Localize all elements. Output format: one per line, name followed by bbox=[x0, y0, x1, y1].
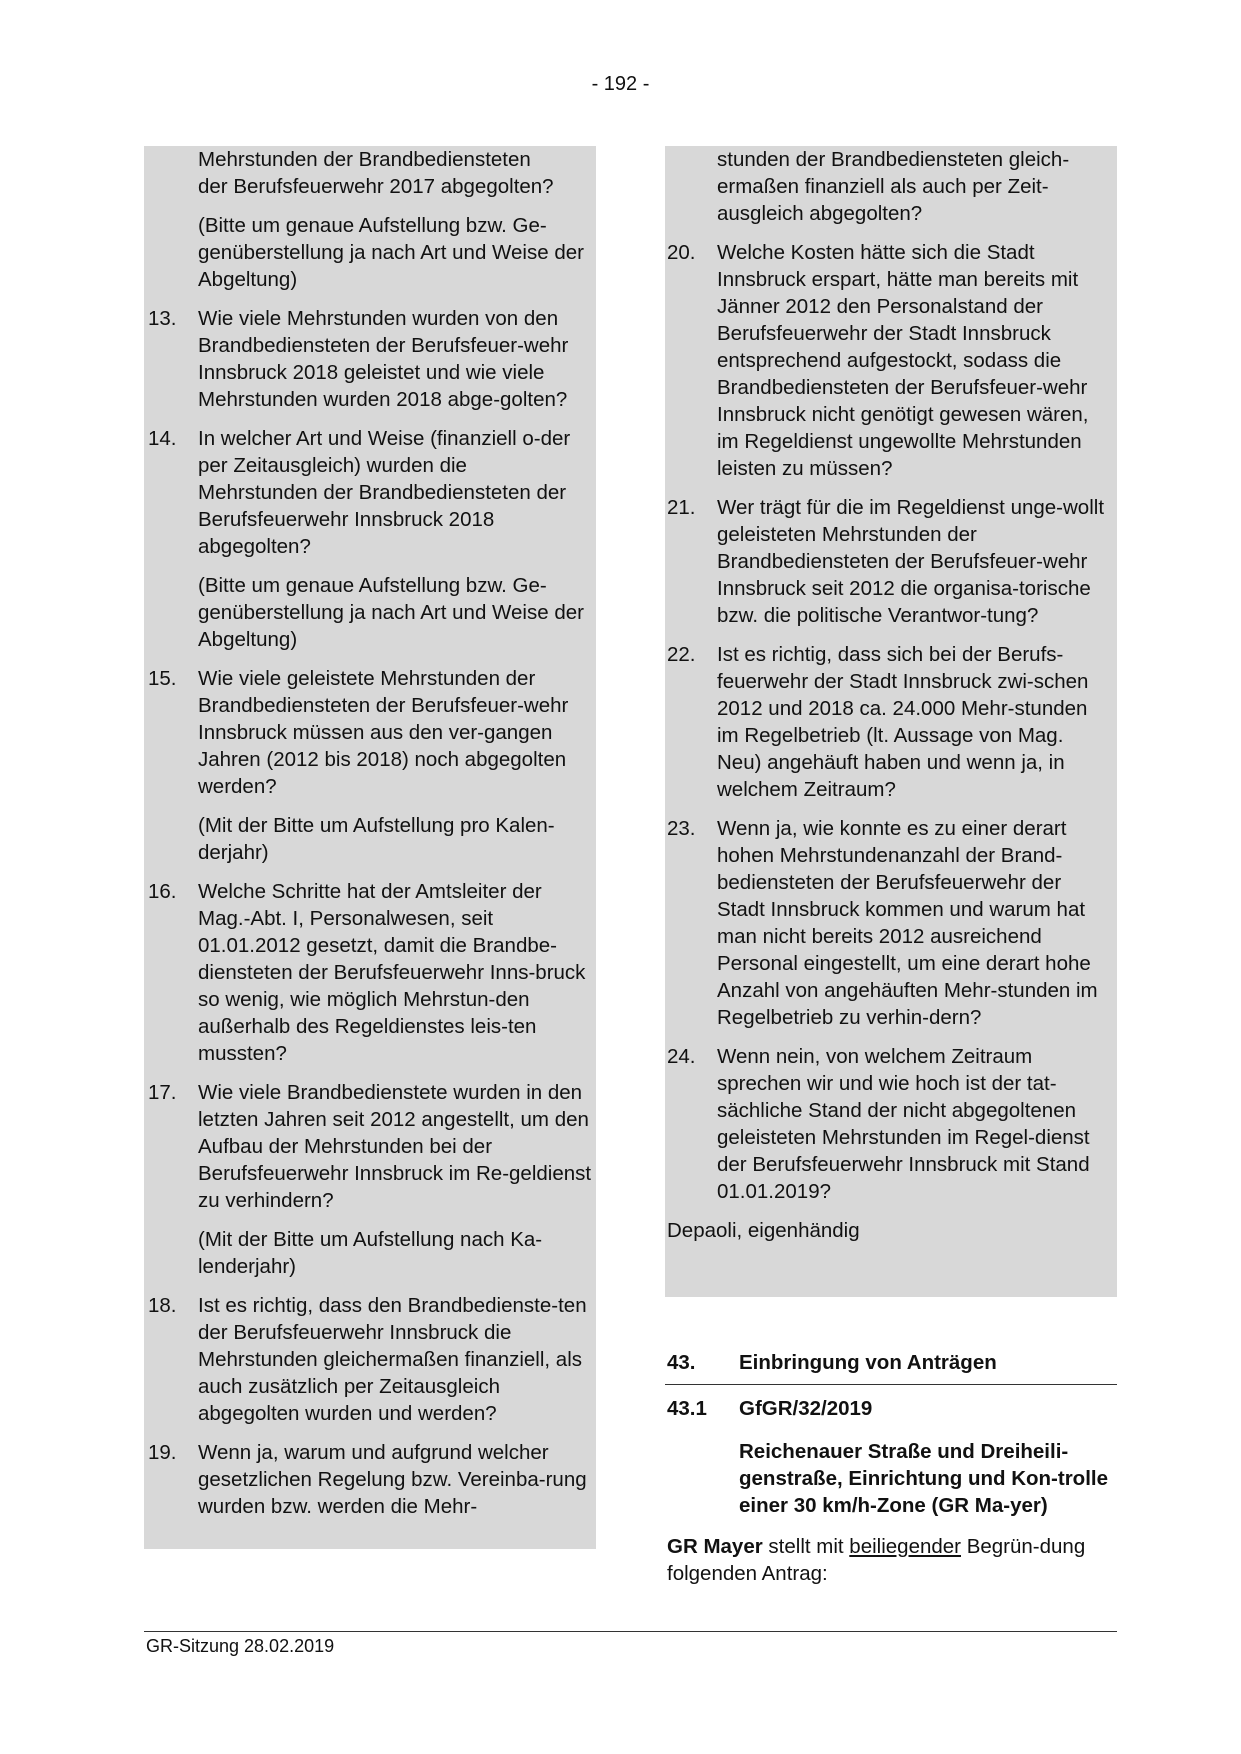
item-text: Wenn ja, warum und aufgrund welcher gesetzlichen Regelung bzw. Vereinba-rung wurden bzw. werden die Mehr- bbox=[198, 1441, 587, 1518]
subsection-heading bbox=[665, 1395, 1117, 1422]
item-text: Welche Schritte hat der Amtsleiter der Mag.-Abt. I, Personalwesen, seit 01.01.2012 gesetzt, damit die Brandbe-diensteten der Berufsfeuerwehr Inns-bruck so wenig, wie möglich Mehrstun-den außerhalb des Regeldienstes leis-ten mussten? bbox=[198, 880, 586, 1065]
item-text: Wie viele Mehrstunden wurden von den Brandbediensteten der Berufsfeuer-wehr Innsbruck 2018 geleistet und wie viele Mehrstunden wurden 2018 abge-golten? bbox=[198, 307, 569, 411]
intro-text: stellt mit bbox=[762, 1535, 850, 1558]
motion-intro bbox=[665, 1533, 1117, 1587]
item-number: 18. bbox=[148, 1294, 177, 1317]
right-shaded-block bbox=[665, 146, 1117, 1297]
item-note: (Bitte um genaue Aufstellung bzw. Ge-genüberstellung ja nach Art und Weise der Abgeltung) bbox=[198, 574, 584, 651]
left-shaded-block bbox=[144, 146, 596, 1549]
signature-line: Depaoli, eigenhändig bbox=[667, 1219, 860, 1242]
list-item bbox=[148, 878, 592, 1067]
item-number: 16. bbox=[148, 880, 177, 903]
list-item bbox=[148, 305, 592, 413]
councillor-name: GR Mayer bbox=[667, 1535, 763, 1558]
item-text: Ist es richtig, dass den Brandbedienste-ten der Berufsfeuerwehr Innsbruck die Mehrstunden gleichermaßen finanziell, als auch zusätzlich per Zeitausgleich abgegolten wurden und werden? bbox=[198, 1294, 587, 1425]
item-text: Ist es richtig, dass sich bei der Berufs-feuerwehr der Stadt Innsbruck zwi-schen 2012 und 2018 ca. 24.000 Mehr-stunden im Regelbetrieb (lt. Aussage von Mag. Neu) angehäuft haben und wenn ja, in welchem Zeitraum? bbox=[717, 643, 1089, 801]
item-number: 24. bbox=[667, 1045, 696, 1068]
item-number: 17. bbox=[148, 1081, 177, 1104]
list-item bbox=[667, 641, 1111, 803]
list-item bbox=[148, 1439, 592, 1520]
item-number: 22. bbox=[667, 643, 696, 666]
item-number: 20. bbox=[667, 241, 696, 264]
list-item bbox=[667, 1043, 1111, 1205]
item-text: Wer trägt für die im Regeldienst unge-wollt geleisteten Mehrstunden der Brandbediensteten der Berufsfeuer-wehr Innsbruck seit 2012 die organisa-torische bzw. die politische Verantwor-tung? bbox=[717, 496, 1105, 627]
item-number: 19. bbox=[148, 1441, 177, 1464]
list-item bbox=[667, 239, 1111, 482]
list-item bbox=[667, 815, 1111, 1031]
continuation-note: (Bitte um genaue Aufstellung bzw. Ge-genüberstellung ja nach Art und Weise der Abgeltung) bbox=[198, 214, 584, 291]
right-column bbox=[665, 146, 1117, 1587]
list-item bbox=[148, 665, 592, 800]
motion-title: Reichenauer Straße und Dreiheili-genstraße, Einrichtung und Kon-trolle einer 30 km/h-Zone (GR Ma-yer) bbox=[739, 1440, 1108, 1517]
section-title: Einbringung von Anträgen bbox=[739, 1351, 997, 1374]
item-number: 13. bbox=[148, 307, 177, 330]
section-heading bbox=[665, 1349, 1117, 1385]
item-text: Wie viele geleistete Mehrstunden der Brandbediensteten der Berufsfeuer-wehr Innsbruck müssen aus den ver-gangen Jahren (2012 bis 2018) noch abgegolten werden? bbox=[198, 667, 569, 798]
item-text: Wenn nein, von welchem Zeitraum sprechen wir und wie hoch ist der tat-sächliche Stand der nicht abgegoltenen geleisteten Mehrstunden im Regel-dienst der Berufsfeuerwehr Innsbruck mit Stand 01.01.2019? bbox=[717, 1045, 1090, 1203]
continuation-text: stunden der Brandbediensteten gleich-ermaßen finanziell als auch per Zeit-ausgleich abgegolten? bbox=[717, 148, 1070, 225]
list-item bbox=[667, 494, 1111, 629]
item-note: (Mit der Bitte um Aufstellung pro Kalen-derjahr) bbox=[198, 814, 555, 864]
item-text: In welcher Art und Weise (finanziell o-der per Zeitausgleich) wurden die Mehrstunden der Brandbediensteten der Berufsfeuerwehr Innsbruck 2018 abgegolten? bbox=[198, 427, 571, 558]
subsection-number: 43.1 bbox=[667, 1397, 707, 1420]
page-number: - 192 - bbox=[591, 73, 650, 95]
item-number: 21. bbox=[667, 496, 696, 519]
section-number: 43. bbox=[667, 1351, 696, 1374]
footer-divider bbox=[144, 1631, 1117, 1632]
item-note: (Mit der Bitte um Aufstellung nach Ka-lenderjahr) bbox=[198, 1228, 543, 1278]
continuation-line: der Berufsfeuerwehr 2017 abgegolten? bbox=[198, 175, 554, 198]
item-text: Wie viele Brandbedienstete wurden in den letzten Jahren seit 2012 angestellt, um den Aufbau der Mehrstunden bei der Berufsfeuerwehr Innsbruck im Re-geldienst zu verhindern? bbox=[198, 1081, 592, 1212]
underlined-word: beiliegender bbox=[849, 1535, 961, 1558]
intro-text-end: Begrün-dung folgenden Antrag: bbox=[667, 1535, 1086, 1585]
continuation-text bbox=[148, 146, 592, 200]
list-item bbox=[148, 1079, 592, 1214]
item-text: Welche Kosten hätte sich die Stadt Innsbruck erspart, hätte man bereits mit Jänner 2012 den Personalstand der Berufsfeuerwehr der Stadt Innsbruck entsprechend aufgestockt, sodass die Brandbediensteten der Berufsfeuer-wehr Innsbruck nicht genötigt gewesen wären, im Regeldienst ungewollte Mehrstunden leisten zu müssen? bbox=[717, 241, 1089, 480]
item-number: 14. bbox=[148, 427, 177, 450]
item-number: 15. bbox=[148, 667, 177, 690]
item-number: 23. bbox=[667, 817, 696, 840]
list-item bbox=[148, 425, 592, 560]
left-column bbox=[144, 146, 596, 1549]
item-text: Wenn ja, wie konnte es zu einer derart hohen Mehrstundenanzahl der Brand-bediensteten der Berufsfeuerwehr der Stadt Innsbruck kommen und warum hat man nicht bereits 2012 ausreichend Personal eingestellt, um eine derart hohe Anzahl von angehäuften Mehr-stunden im Regelbetrieb zu verhin-dern? bbox=[717, 817, 1098, 1029]
list-item bbox=[148, 1292, 592, 1427]
continuation-line: Mehrstunden der Brandbediensteten bbox=[198, 148, 531, 171]
subsection-title: GfGR/32/2019 bbox=[739, 1397, 873, 1420]
footer-text: GR-Sitzung 28.02.2019 bbox=[146, 1636, 335, 1656]
